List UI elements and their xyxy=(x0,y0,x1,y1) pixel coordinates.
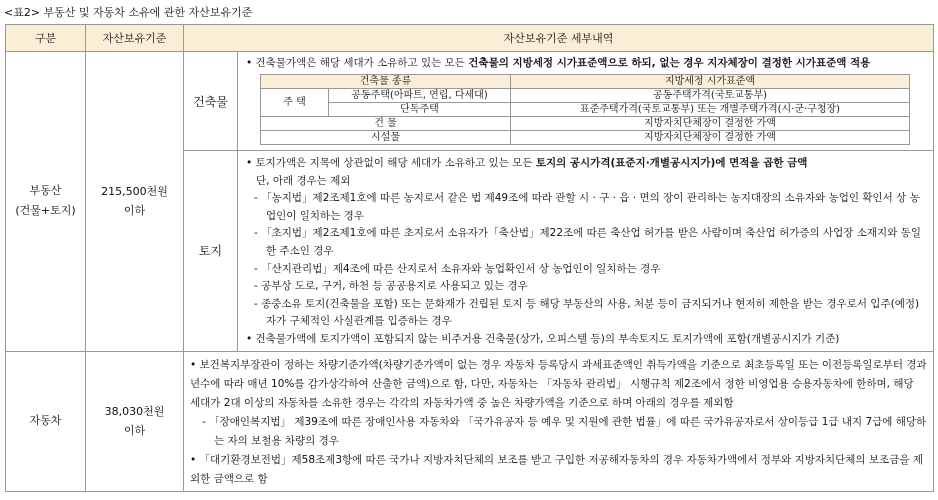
housing-type: 공동주택(아파트, 연립, 다세대) xyxy=(329,89,511,103)
building-price-table xyxy=(260,74,910,145)
car-row xyxy=(6,351,934,491)
realestate-standard: 215,500천원 이하 xyxy=(86,52,184,352)
building-detail xyxy=(238,52,934,151)
land-exception-item: - 「농지법」제2조제1호에 따른 농지로서 같은 법 제49조에 따라 관할 시 · 구 · 읍 · 면의 장이 관리하는 농지대장의 소유자와 농업인 확인서 상 농업인이 일치하는 경우 xyxy=(254,192,920,222)
housing-type: 단독주택 xyxy=(329,103,511,117)
car-standard: 38,030천원 이하 xyxy=(86,351,184,491)
land-exception-item: - 종중소유 토지(건축물을 포함) 또는 문화재가 건립된 토지 등 해당 부동산의 사용, 처분 등이 금지되거나 현저히 제한을 받는 경우로서 입주(예정)자가 구체적인 사실관계를 입증하는 경우 xyxy=(254,297,920,328)
car-exception-item: - 「장애인복지법」 제39조에 따른 장애인사용 자동차와 「국가유공자 등 예우 및 지원에 관한 법률」에 따른 국가유공자로서 상이등급 1급 내지 7급에 해당하는 자의 보철용 차량의 경우 xyxy=(202,415,927,447)
housing-label: 주 택 xyxy=(261,89,329,117)
header-standard: 자산보유기준 xyxy=(86,25,184,52)
land-bullet: • 토지가액은 지목에 상관없이 해당 세대가 소유하고 있는 모든 토지의 공시가격(표준지·개별공시지가)에 면적을 곱한 금액 xyxy=(246,157,808,169)
asset-standard-table xyxy=(5,24,934,492)
land-exception-item: - 공부상 도로, 구거, 하천 등 공공용지로 사용되고 있는 경우 xyxy=(254,280,528,293)
building-bullet: • 건축물가액은 해당 세대가 소유하고 있는 모든 건축물의 지방세정 시가표준액으로 하되, 없는 경우 지자체장이 결정한 시가표준액 적용 xyxy=(246,57,871,69)
housing-price: 표준주택가격(국토교통부) 또는 개별주택가격(시·군·구청장) xyxy=(511,103,910,117)
land-exception-item: - 「초지법」제2조제1호에 따른 초지로서 소유자가「축산법」제22조에 따른 축산업 허가를 받은 사람이며 축산업 허가증의 사업장 소재지와 동일한 주소인 경우 xyxy=(254,227,921,257)
housing-price: 공동주택가격(국토교통부) xyxy=(511,89,910,103)
price-header: 지방세정 시가표준액 xyxy=(511,75,910,89)
land-exception-note: 단, 아래 경우는 제외 xyxy=(256,174,351,187)
building-type-header: 건축물 종류 xyxy=(261,75,511,89)
building-label: 건축물 xyxy=(184,52,238,151)
land-detail xyxy=(238,151,934,352)
header-row xyxy=(6,25,934,52)
land-exception-item: - 「산지관리법」제4조에 따른 산지로서 소유자와 농업확인서 상 농업인이 일치하는 경우 xyxy=(254,262,661,275)
other-type: 시설물 xyxy=(261,131,511,145)
car-detail xyxy=(184,351,934,491)
land-bullet: • 건축물가액에 토지가액이 포함되지 않는 비주거용 건축물(상가, 오피스텔 등)의 부속토지도 토지가액에 포함(개별공시지가 기준) xyxy=(246,332,840,345)
car-bullet: • 「대기환경보전법」제58조제3항에 따른 국가나 지방자치단체의 보조를 받고 구입한 저공해자동차의 경우 자동차가액에서 정부와 지방자치단체의 보조금을 제외한 금액으로 함 xyxy=(190,453,923,485)
other-price: 지방자치단체장이 결정한 가액 xyxy=(511,117,910,131)
other-price: 지방자치단체장이 결정한 가액 xyxy=(511,131,910,145)
land-label: 토지 xyxy=(184,151,238,352)
header-detail: 자산보유기준 세부내역 xyxy=(184,25,934,52)
car-bullet: • 보건복지부장관이 정하는 차량기준가액(차량기준가액이 없는 경우 자동차 등록당시 과세표준액인 취득가액을 기준으로 최초등록일 또는 이전등록일로부터 경과년수에 따라 매년 10%를 감가상각하여 산출한 금액)으로 함, 다만, 자동차는 「자동차 관리법」 시행규칙 제2조에서 정한 비영업용 승용자동차에 한하며, 해당 세대가 2대 이상의 자동차를 소유한 경우는 각각의 자동차가액 중 높은 차량가액을 기준으로 하며 아래의 경우를 제외함 xyxy=(190,358,927,409)
building-row xyxy=(6,52,934,151)
table-caption: <표2> 부동산 및 자동차 소유에 관한 자산보유기준 xyxy=(4,6,253,19)
car-category: 자동차 xyxy=(6,351,86,491)
other-type: 건 물 xyxy=(261,117,511,131)
realestate-category: 부동산 (건물+토지) xyxy=(6,52,86,352)
header-category: 구분 xyxy=(6,25,86,52)
